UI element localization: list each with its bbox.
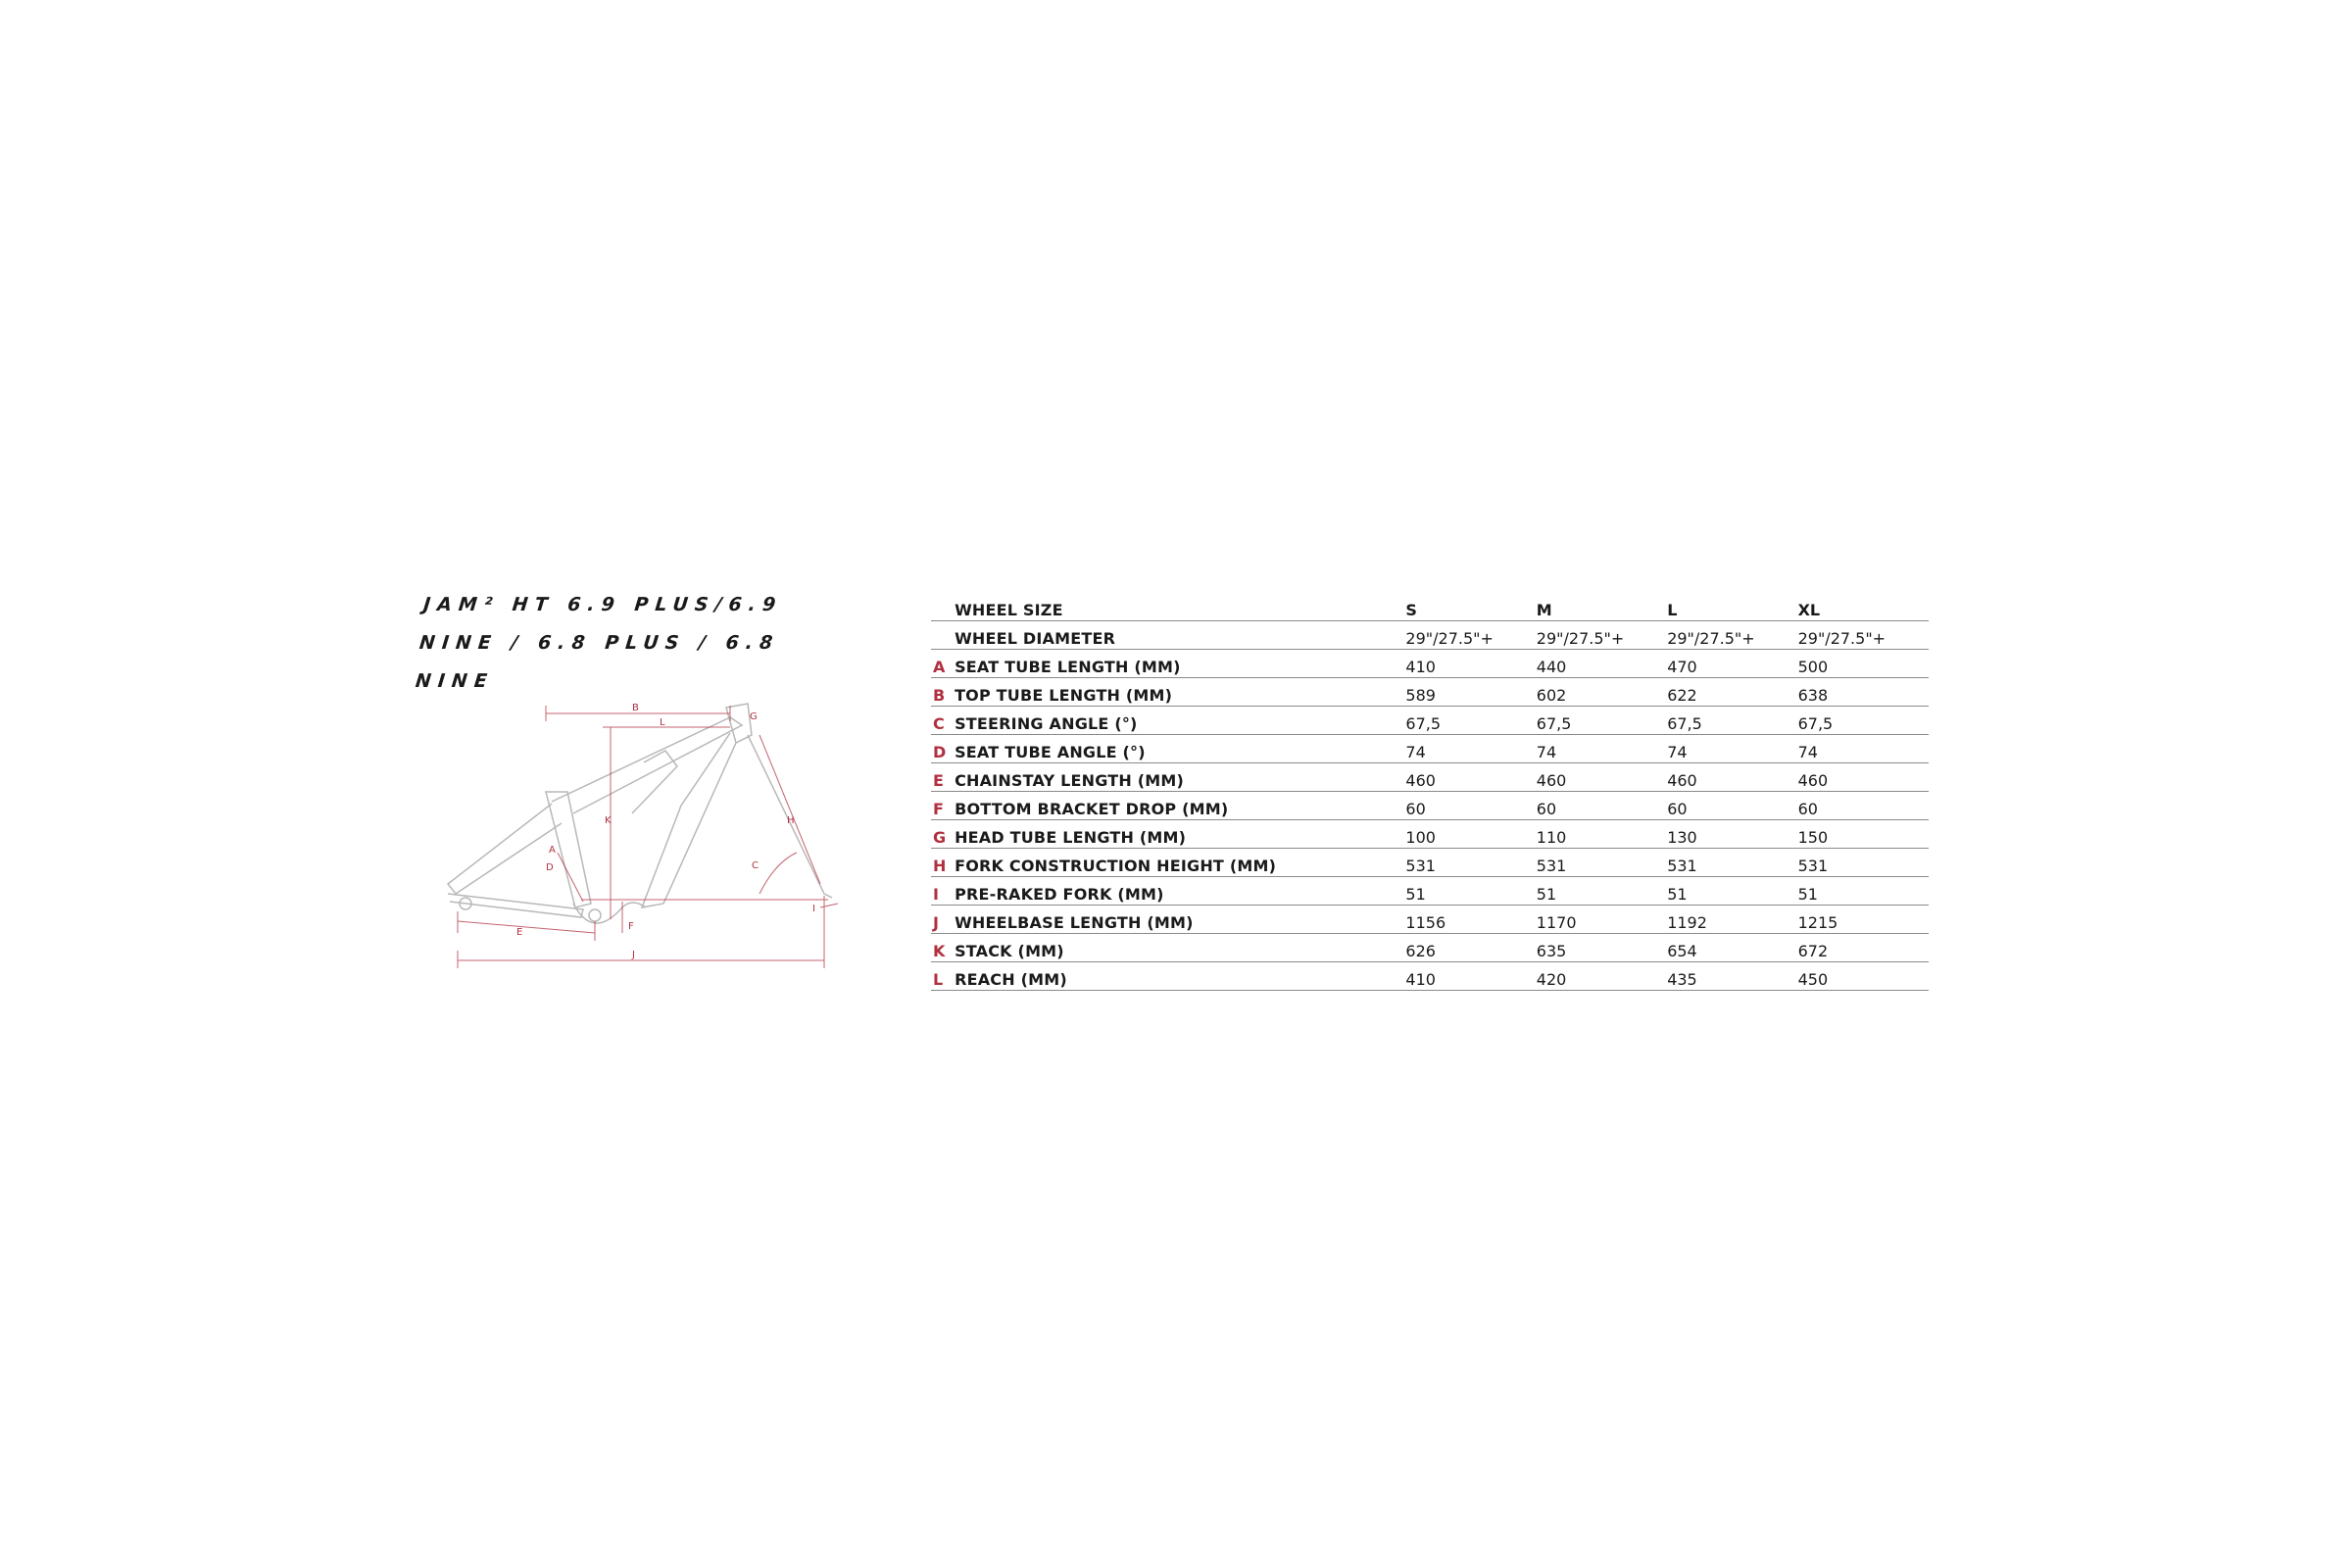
row-name: STEERING ANGLE (°) [955, 707, 1405, 735]
row-name: CHAINSTAY LENGTH (MM) [955, 763, 1405, 792]
row-value-l: 654 [1667, 934, 1797, 962]
table-row [931, 934, 1929, 962]
row-value-xl: 450 [1798, 962, 1929, 991]
row-value-m: 460 [1537, 763, 1667, 792]
row-code: A [931, 650, 955, 678]
row-code: D [931, 735, 955, 763]
row-value-s: 29"/27.5"+ [1405, 621, 1536, 650]
page-title: JAM² HT 6.9 PLUS/6.9 NINE / 6.8 PLUS / 6.8 NINE [414, 594, 784, 692]
table-row [931, 849, 1929, 877]
table-row [931, 962, 1929, 991]
row-code: K [931, 934, 955, 962]
row-code: C [931, 707, 955, 735]
row-value-s: 460 [1405, 763, 1536, 792]
diagram-label-c: C [752, 860, 759, 871]
table-row [931, 877, 1929, 906]
table-row [931, 621, 1929, 650]
row-value-xl: 150 [1798, 820, 1929, 849]
dim-line-j [458, 896, 824, 968]
row-value-xl: 67,5 [1798, 707, 1929, 735]
diagram-label-j: J [632, 950, 635, 960]
row-value-s: 60 [1405, 792, 1536, 820]
dim-line-a [558, 853, 583, 902]
frame-chain-stay [448, 894, 583, 917]
table-row [931, 650, 1929, 678]
table-header-row [931, 593, 1929, 621]
row-value-l: 29"/27.5"+ [1667, 621, 1797, 650]
header-size-xl: XL [1798, 593, 1929, 621]
row-value-s: 100 [1405, 820, 1536, 849]
diagram-label-l: L [660, 717, 665, 728]
row-value-l: 130 [1667, 820, 1797, 849]
diagram-label-e: E [516, 927, 523, 938]
row-value-xl: 500 [1798, 650, 1929, 678]
row-value-m: 635 [1537, 934, 1667, 962]
diagram-label-k: K [605, 815, 612, 826]
row-value-xl: 460 [1798, 763, 1929, 792]
diagram-label-i: I [812, 904, 815, 914]
row-value-m: 51 [1537, 877, 1667, 906]
row-value-s: 589 [1405, 678, 1536, 707]
table-row [931, 707, 1929, 735]
row-value-m: 60 [1537, 792, 1667, 820]
row-value-s: 67,5 [1405, 707, 1536, 735]
row-code: E [931, 763, 955, 792]
row-value-m: 67,5 [1537, 707, 1667, 735]
diagram-label-h: H [787, 815, 795, 826]
row-value-l: 1192 [1667, 906, 1797, 934]
row-value-m: 110 [1537, 820, 1667, 849]
row-name: STACK (MM) [955, 934, 1405, 962]
row-value-xl: 638 [1798, 678, 1929, 707]
table-row [931, 735, 1929, 763]
header-label: WHEEL SIZE [955, 593, 1405, 621]
row-value-l: 531 [1667, 849, 1797, 877]
header-size-m: M [1537, 593, 1667, 621]
row-value-l: 470 [1667, 650, 1797, 678]
row-code [931, 621, 955, 650]
header-size-l: L [1667, 593, 1797, 621]
dim-line-c [760, 853, 797, 894]
table-row [931, 820, 1929, 849]
row-value-l: 60 [1667, 792, 1797, 820]
row-value-l: 74 [1667, 735, 1797, 763]
row-value-l: 460 [1667, 763, 1797, 792]
row-value-m: 602 [1537, 678, 1667, 707]
row-code: F [931, 792, 955, 820]
row-value-l: 51 [1667, 877, 1797, 906]
row-value-xl: 531 [1798, 849, 1929, 877]
table-row [931, 763, 1929, 792]
row-name: BOTTOM BRACKET DROP (MM) [955, 792, 1405, 820]
frame-diagram-svg [436, 676, 848, 970]
row-value-l: 622 [1667, 678, 1797, 707]
row-value-s: 410 [1405, 962, 1536, 991]
row-name: SEAT TUBE ANGLE (°) [955, 735, 1405, 763]
frame-seat-stay [448, 804, 562, 894]
row-value-m: 440 [1537, 650, 1667, 678]
diagram-label-a: A [549, 845, 556, 856]
row-name: HEAD TUBE LENGTH (MM) [955, 820, 1405, 849]
row-value-s: 74 [1405, 735, 1536, 763]
row-code: J [931, 906, 955, 934]
table-row [931, 906, 1929, 934]
row-name: WHEEL DIAMETER [955, 621, 1405, 650]
row-value-s: 51 [1405, 877, 1536, 906]
row-name: SEAT TUBE LENGTH (MM) [955, 650, 1405, 678]
row-value-xl: 672 [1798, 934, 1929, 962]
diagram-label-g: G [750, 711, 758, 722]
row-value-xl: 29"/27.5"+ [1798, 621, 1929, 650]
row-name: WHEELBASE LENGTH (MM) [955, 906, 1405, 934]
header-code-cell [931, 593, 955, 621]
row-value-s: 410 [1405, 650, 1536, 678]
row-code: L [931, 962, 955, 991]
row-value-m: 420 [1537, 962, 1667, 991]
row-code: G [931, 820, 955, 849]
frame-bb [589, 909, 601, 921]
table-body [931, 621, 1929, 991]
row-value-m: 74 [1537, 735, 1667, 763]
dim-line-h [760, 735, 820, 884]
row-code: B [931, 678, 955, 707]
row-value-l: 435 [1667, 962, 1797, 991]
table-row [931, 678, 1929, 707]
row-name: FORK CONSTRUCTION HEIGHT (MM) [955, 849, 1405, 877]
table-row [931, 792, 1929, 820]
diagram-label-d: D [546, 862, 554, 873]
row-value-l: 67,5 [1667, 707, 1797, 735]
row-value-s: 1156 [1405, 906, 1536, 934]
geometry-table [931, 593, 1929, 991]
row-code: H [931, 849, 955, 877]
header-size-s: S [1405, 593, 1536, 621]
row-code: I [931, 877, 955, 906]
row-value-xl: 51 [1798, 877, 1929, 906]
row-value-s: 626 [1405, 934, 1536, 962]
row-value-xl: 60 [1798, 792, 1929, 820]
row-name: TOP TUBE LENGTH (MM) [955, 678, 1405, 707]
row-value-m: 29"/27.5"+ [1537, 621, 1667, 650]
row-value-m: 531 [1537, 849, 1667, 877]
frame-down-tube [642, 733, 736, 907]
row-name: REACH (MM) [955, 962, 1405, 991]
frame-geometry-diagram [436, 676, 848, 970]
row-value-s: 531 [1405, 849, 1536, 877]
dim-line-i [820, 904, 838, 907]
diagram-label-f: F [628, 921, 634, 932]
row-value-m: 1170 [1537, 906, 1667, 934]
diagram-label-b: B [632, 703, 639, 713]
row-name: PRE-RAKED FORK (MM) [955, 877, 1405, 906]
row-value-xl: 1215 [1798, 906, 1929, 934]
row-value-xl: 74 [1798, 735, 1929, 763]
